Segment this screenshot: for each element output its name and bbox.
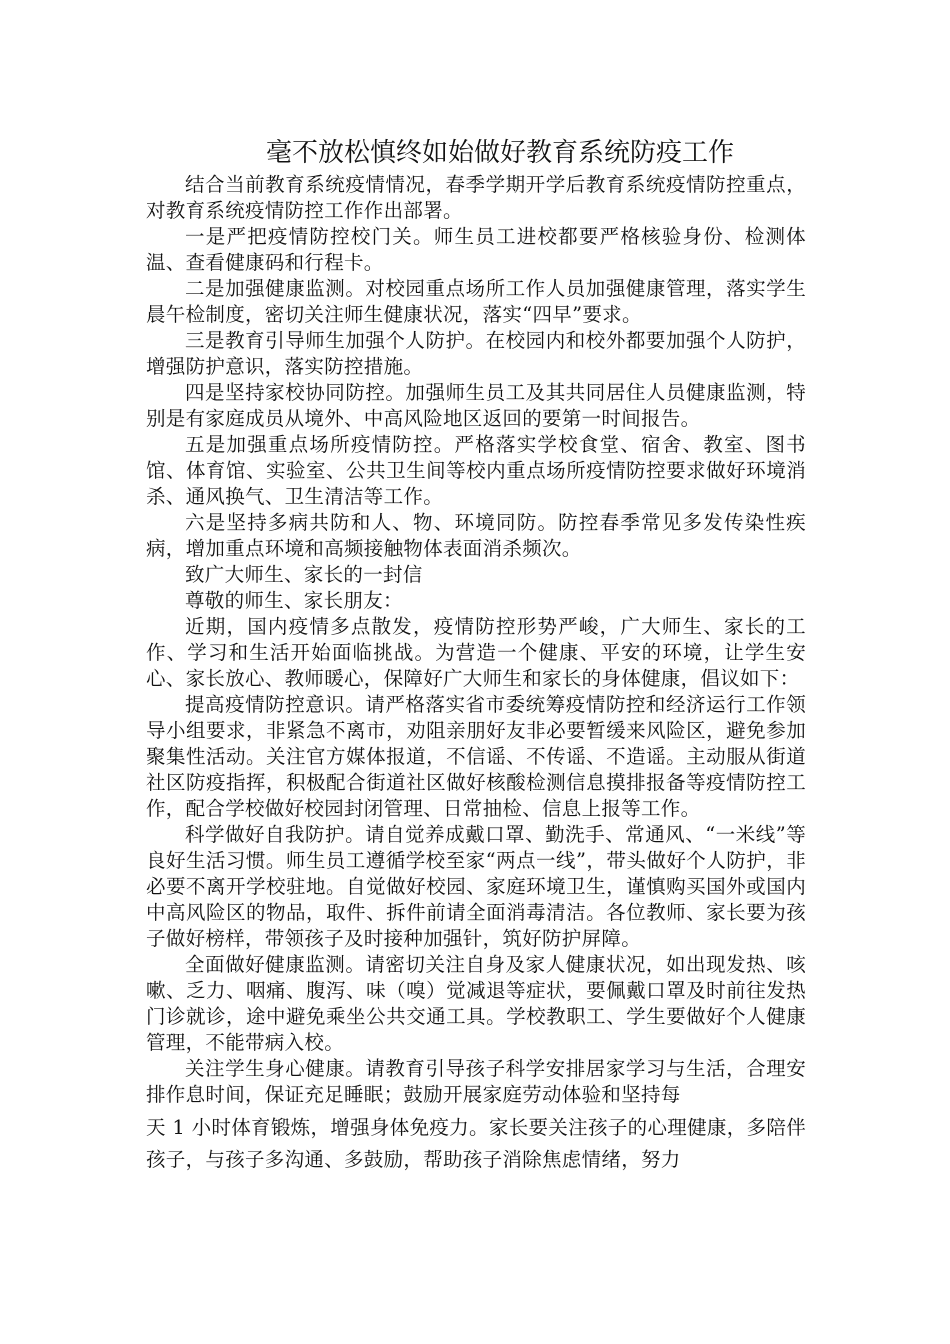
paragraph-measure-2: 二是加强健康监测。对校园重点场所工作人员加强健康管理，落实学生晨午检制度，密切关注师生健康状况，落实“四早”要求。 (146, 277, 806, 326)
paragraph-intro: 结合当前教育系统疫情情况，春季学期开学后教育系统疫情防控重点，对教育系统疫情防控工作作出部署。 (146, 173, 806, 222)
letter-point-awareness: 提高疫情防控意识。请严格落实省市委统筹疫情防控和经济运行工作领导小组要求，非紧急不离市，劝阻亲朋好友非必要暂缓来风险区，避免参加聚集性活动。关注官方媒体报道，不信谣、不传谣、不造谣。主动服从街道社区防疫指挥，积极配合街道社区做好核酸检测信息摸排报备等疫情防控工作，配合学校做好校园封闭管理、日常抽检、信息上报等工作。 (146, 693, 806, 820)
letter-heading: 致广大师生、家长的一封信 (185, 563, 423, 586)
letter-point-wellbeing: 关注学生身心健康。请教育引导孩子科学安排居家学习与生活，合理安排作息时间，保证充足睡眠；鼓励开展家庭劳动体验和坚持每 (146, 1057, 806, 1106)
paragraph-measure-5: 五是加强重点场所疫情防控。严格落实学校食堂、宿舍、教室、图书馆、体育馆、实验室、公共卫生间等校内重点场所疫情防控要求做好环境消杀、通风换气、卫生清洁等工作。 (146, 433, 806, 508)
letter-salutation: 尊敬的师生、家长朋友： (185, 589, 403, 612)
letter-point-monitoring: 全面做好健康监测。请密切关注自身及家人健康状况，如出现发热、咳嗽、乏力、咽痛、腹泻、味（嗅）觉减退等症状，要佩戴口罩及时前往发热门诊就诊，途中避免乘坐公共交通工具。学校教职工、学生要做好个人健康管理，不能带病入校。 (146, 953, 806, 1054)
paragraph-measure-6: 六是坚持多病共防和人、物、环境同防。防控春季常见多发传染性疾病，增加重点环境和高频接触物体表面消杀频次。 (146, 511, 806, 560)
letter-intro: 近期，国内疫情多点散发，疫情防控形势严峻，广大师生、家长的工作、学习和生活开始面临挑战。为营造一个健康、平安的环境，让学生安心、家长放心、教师暖心，保障好广大师生和家长的身体健康，倡议如下： (146, 615, 806, 690)
letter-point-protection: 科学做好自我防护。请自觉养成戴口罩、勤洗手、常通风、“一米线”等良好生活习惯。师生员工遵循学校至家“两点一线”，带头做好个人防护，非必要不离开学校驻地。自觉做好校园、家庭环境卫生，谨慎购买国外或国内中高风险区的物品，取件、拆件前请全面消毒清洁。各位教师、家长要为孩子做好榜样，带领孩子及时接种加强针，筑好防护屏障。 (146, 823, 806, 950)
document-title: 毫不放松慎终如始做好教育系统防疫工作 (265, 138, 734, 168)
paragraph-measure-3: 三是教育引导师生加强个人防护。在校园内和校外都要加强个人防护，增强防护意识，落实防控措施。 (146, 329, 806, 378)
document-body (146, 172, 806, 1176)
paragraph-measure-1: 一是严把疫情防控校门关。师生员工进校都要严格核验身份、检测体温、查看健康码和行程卡。 (146, 225, 806, 274)
letter-point-wellbeing-continued: 天 1 小时体育锻炼，增强身体免疫力。家长要关注孩子的心理健康，多陪伴孩子，与孩子多沟通、多鼓励，帮助孩子消除焦虑情绪，努力 (146, 1116, 806, 1171)
paragraph-measure-4: 四是坚持家校协同防控。加强师生员工及其共同居住人员健康监测，特别是有家庭成员从境外、中高风险地区返回的要第一时间报告。 (146, 381, 806, 430)
